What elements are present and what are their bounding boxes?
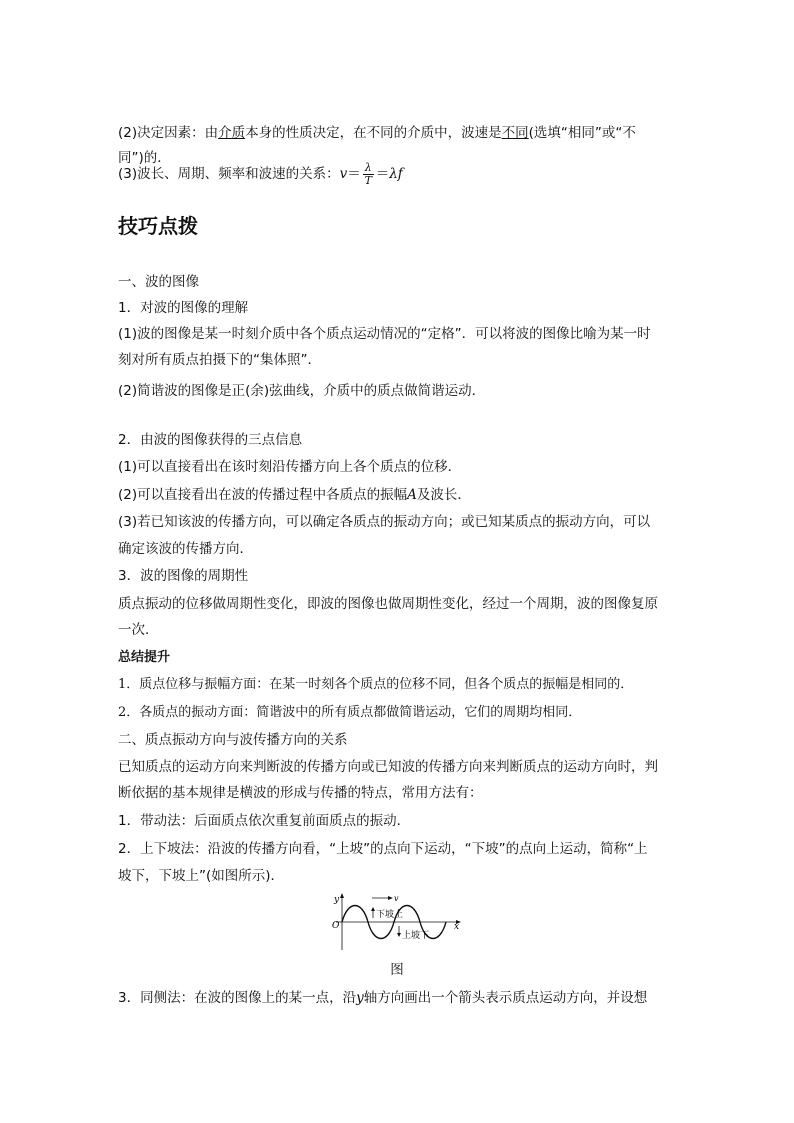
factor-line-2: 同”)的． [118,150,171,166]
underlined-answer: 介质 [218,125,246,141]
method-3 [118,988,647,1008]
text: 轴方向画出一个箭头表示质点运动方向，并设想 [363,990,648,1006]
part1-title: 一、波的图像 [118,274,199,290]
text: (选填“相同”或“不 [528,125,636,141]
part1-r-line1: 质点振动的位移做周期性变化，即波的图像也做周期性变化，经过一个周期，波的图像复原 [118,596,658,612]
part1-sub1: 1．对波的图像的理解 [118,300,249,316]
fraction-numerator: λ [364,160,372,174]
underlined-answer: 不同 [501,125,529,141]
method-2-line1: 2．上下坡法：沿波的传播方向看，“上坡”的点向下运动，“下坡”的点向上运动，简称“上 [118,841,648,857]
part1-q2 [118,485,471,505]
part1-p2: (2)简谐波的图像是正(余)弦曲线，介质中的质点做简谐运动． [118,383,486,399]
section-title: 技巧点拨 [118,214,198,238]
summary-item-1: 1．质点位移与振幅方面：在某一时刻各个质点的位移不同，但各个质点的振幅是相同的． [118,677,634,692]
summary-item-2: 2．各质点的振动方面：简谐波中的所有质点都做简谐运动，它们的周期均相同． [118,705,582,720]
summary-title: 总结提升 [118,650,171,665]
motion-arrowhead-up [371,907,375,911]
formula-v: v [339,166,348,182]
formula-lf: λf [389,166,403,182]
part2-line1: 已知质点的运动方向来判断波的传播方向或已知波的传播方向来判断质点的运动方向时，判 [118,759,658,775]
part1-q1: (1)可以直接看出在该时刻沿传播方向上各个质点的位移． [118,459,462,475]
method-1: 1．带动法：后面质点依次重复前面质点的振动． [118,813,411,829]
relation-line [118,160,403,188]
part1-q3-line2: 确定该波的传播方向． [118,541,253,557]
propagation-arrowhead [388,896,393,900]
motion-arrowhead-down [397,933,401,937]
part1-p1-line2: 刻对所有质点拍摄下的“集体照”． [118,352,321,368]
part1-q3-line1: (3)若已知该波的传播方向，可以确定各质点的振动方向；或已知某质点的振动方向，可以 [118,514,651,530]
formula-eq: ＝ [347,166,361,182]
part1-sub2: 2．由波的图像获得的三点信息 [118,432,303,448]
uphill-down-label: 上坡下 [402,931,430,941]
fraction-denominator: T [364,173,372,187]
text: (2)决定因素：由 [118,125,219,141]
part1-p1-line1: (1)波的图像是某一时刻介质中各个质点运动情况的“定格”．可以将波的图像比喻为某一时 [118,326,651,342]
method-2-line2: 坡下，下坡上”(如图所示)． [118,868,285,884]
part1-r-line2: 一次． [118,622,159,638]
y-symbol: y [356,990,364,1006]
velocity-label: v [394,894,399,903]
text: 3．同侧法：在波的图像上的某一点，沿 [118,990,357,1006]
wave-figure [330,892,464,950]
downhill-up-label: 下坡上 [376,910,404,920]
x-axis-label: x [454,922,460,932]
part1-sub3: 3．波的图像的周期性 [118,568,249,584]
formula-fraction [363,162,374,187]
figure-caption: 图 [390,962,404,978]
text: (2)可以直接看出在波的传播过程中各质点的振幅 [118,487,408,503]
part2-line2: 断依据的基本规律是横波的形成与传播的特点，常用方法有： [118,785,483,801]
y-axis-arrow [340,893,344,898]
part2-title: 二、质点振动方向与波传播方向的关系 [118,732,348,748]
factor-line-1 [118,123,676,143]
text: 及波长． [416,487,471,503]
text: 本身的性质决定，在不同的介质中，波速是 [245,125,502,141]
amplitude-symbol: A [407,487,417,503]
origin-label: O [332,921,340,931]
text: (3)波长、周期、频率和波速的关系： [118,166,340,182]
y-axis-label: y [334,895,340,905]
formula-eq: ＝ [375,166,390,182]
